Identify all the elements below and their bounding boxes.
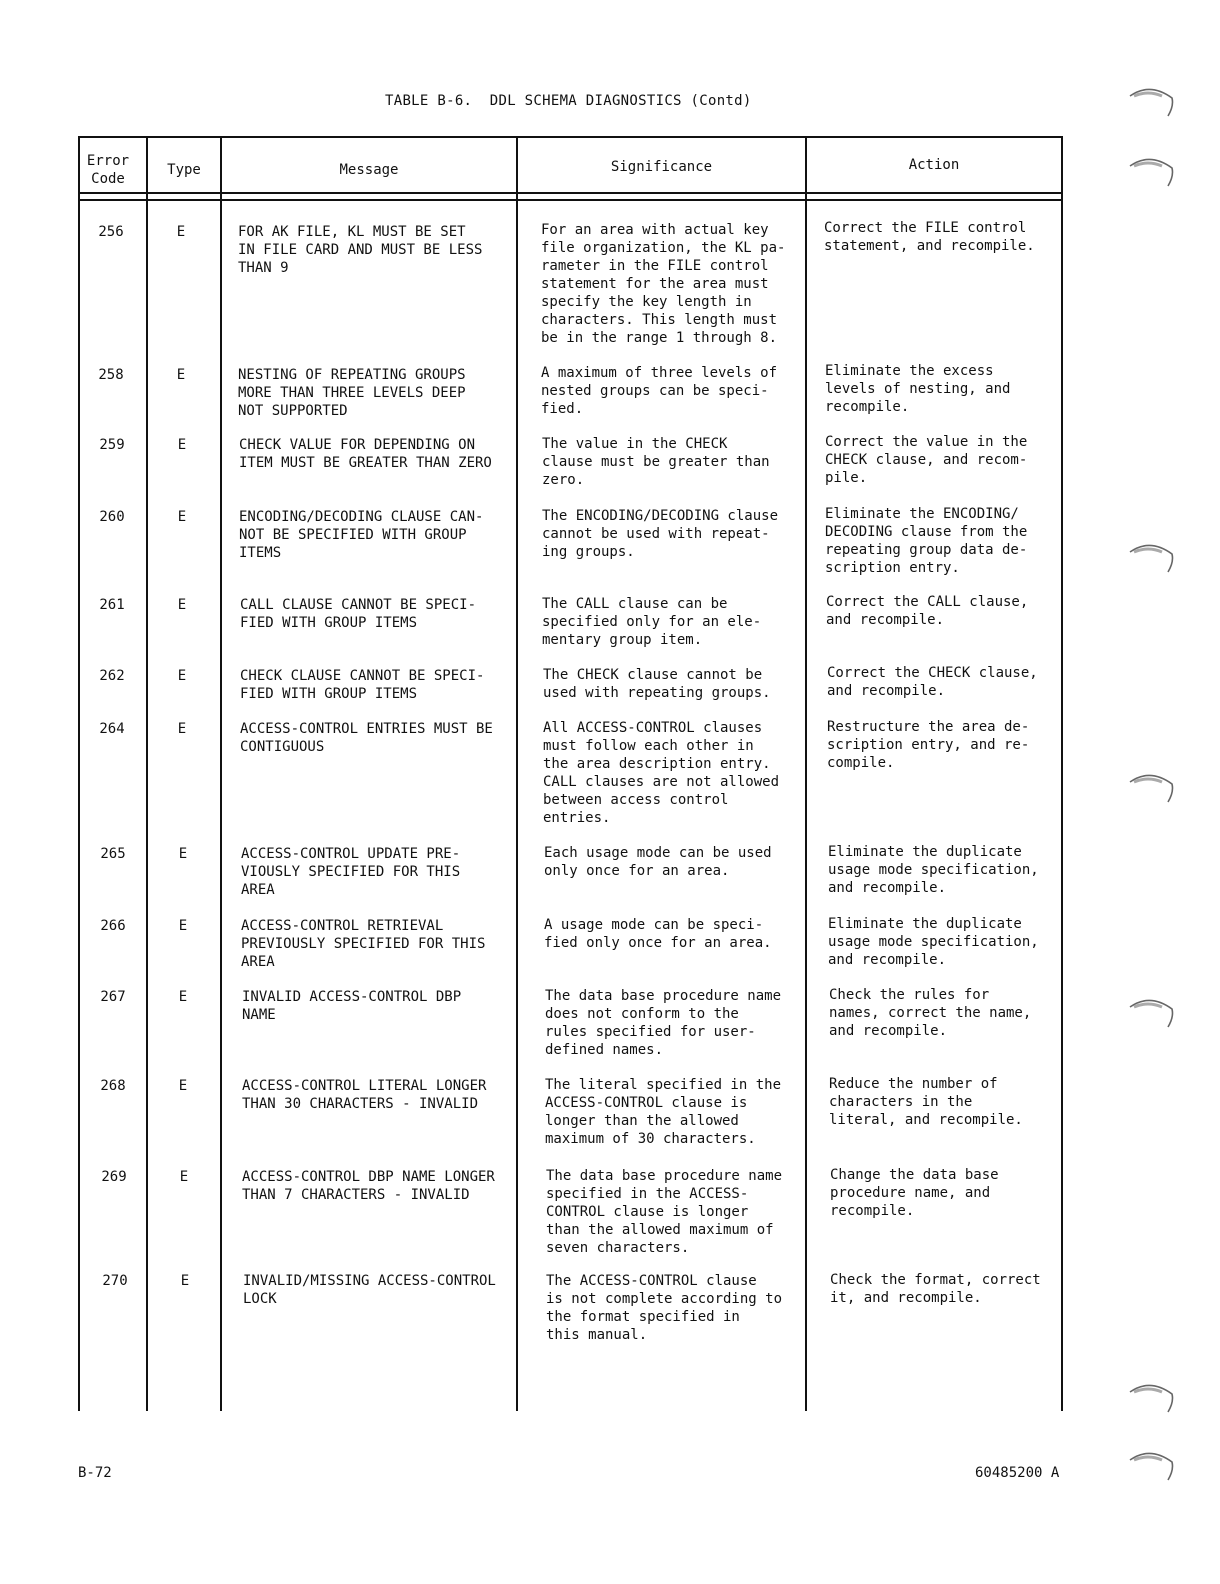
table-row-action: Correct the value in the CHECK clause, and recom- pile.	[825, 434, 1028, 486]
table-row-type: E	[178, 989, 188, 1005]
table-row-error-code: 270	[102, 1273, 128, 1289]
table-row-message: INVALID/MISSING ACCESS-CONTROL LOCK	[243, 1273, 496, 1307]
document-number: 60485200 A	[975, 1465, 1060, 1481]
table-top-border	[78, 136, 1063, 138]
table-row-action: Restructure the area de- scription entry, and re- compile.	[827, 719, 1030, 771]
table-row-message: FOR AK FILE, KL MUST BE SET IN FILE CARD AND MUST BE LESS THAN 9	[238, 224, 483, 276]
table-row-significance: The data base procedure name specified in the ACCESS- CONTROL clause is longer than the allowed maximum of seven characters.	[546, 1168, 783, 1256]
table-row-type: E	[178, 918, 188, 934]
binder-hole-mark-icon	[1128, 540, 1176, 574]
table-row-message: NESTING OF REPEATING GROUPS MORE THAN THREE LEVELS DEEP NOT SUPPORTED	[238, 367, 466, 419]
table-row-type: E	[177, 437, 187, 453]
table-left-border	[78, 136, 80, 1411]
binder-hole-mark-icon	[1128, 1448, 1176, 1482]
table-row-significance: A usage mode can be speci- fied only once for an area.	[544, 917, 772, 951]
header-divider-lower	[78, 199, 1063, 201]
table-row-message: CHECK CLAUSE CANNOT BE SPECI- FIED WITH GROUP ITEMS	[240, 668, 485, 702]
table-title: TABLE B-6. DDL SCHEMA DIAGNOSTICS (Contd)	[385, 93, 752, 109]
page-number: B-72	[78, 1465, 112, 1481]
table-row-type: E	[178, 846, 188, 862]
table-row-action: Change the data base procedure name, and recompile.	[830, 1167, 999, 1219]
header-divider-upper	[78, 192, 1063, 194]
table-row-significance: The CALL clause can be specified only for an ele- mentary group item.	[542, 596, 762, 648]
table-row-type: E	[180, 1273, 190, 1289]
table-row-message: CHECK VALUE FOR DEPENDING ON ITEM MUST BE GREATER THAN ZERO	[239, 437, 492, 471]
table-row-message: ACCESS-CONTROL DBP NAME LONGER THAN 7 CHARACTERS - INVALID	[242, 1169, 495, 1203]
header-significance: Significance	[610, 159, 713, 175]
column-divider-3	[516, 136, 518, 1411]
table-row-error-code: 265	[100, 846, 126, 862]
binder-hole-mark-icon	[1128, 1380, 1176, 1414]
table-row-error-code: 262	[99, 668, 125, 684]
table-row-action: Correct the CALL clause, and recompile.	[826, 594, 1029, 628]
header-action: Action	[908, 157, 960, 173]
table-row-action: Correct the FILE control statement, and recompile.	[824, 220, 1035, 254]
table-row-type: E	[178, 1078, 188, 1094]
table-row-message: INVALID ACCESS-CONTROL DBP NAME	[242, 989, 462, 1023]
table-row-action: Check the rules for names, correct the name, and recompile.	[829, 987, 1032, 1039]
table-row-significance: The ENCODING/DECODING clause cannot be used with repeat- ing groups.	[542, 508, 779, 560]
table-row-message: CALL CLAUSE CANNOT BE SPECI- FIED WITH GROUP ITEMS	[240, 597, 477, 631]
binder-hole-mark-icon	[1128, 995, 1176, 1029]
table-row-error-code: 267	[100, 989, 126, 1005]
table-row-error-code: 260	[99, 509, 125, 525]
table-row-type: E	[177, 597, 187, 613]
table-row-error-code: 256	[98, 224, 124, 240]
table-row-significance: The CHECK clause cannot be used with repeating groups.	[543, 667, 771, 701]
table-row-type: E	[176, 367, 186, 383]
table-row-error-code: 266	[100, 918, 126, 934]
table-row-significance: A maximum of three levels of nested groups can be speci- fied.	[541, 365, 778, 417]
table-row-type: E	[177, 668, 187, 684]
table-right-border	[1061, 136, 1063, 1411]
table-row-type: E	[177, 721, 187, 737]
table-row-error-code: 261	[99, 597, 125, 613]
table-row-error-code: 268	[100, 1078, 126, 1094]
table-row-significance: For an area with actual key file organization, the KL pa- rameter in the FILE control statement for the area must specify the key length in characters. This length must be in the range 1 through 8.	[541, 222, 786, 346]
table-row-action: Correct the CHECK clause, and recompile.	[827, 665, 1038, 699]
table-row-significance: The ACCESS-CONTROL clause is not complete according to the format specified in this manual.	[546, 1273, 783, 1343]
header-error-code: Error Code	[86, 153, 130, 187]
table-row-message: ACCESS-CONTROL LITERAL LONGER THAN 30 CHARACTERS - INVALID	[242, 1078, 487, 1112]
column-divider-1	[146, 136, 148, 1411]
binder-hole-mark-icon	[1128, 770, 1176, 804]
table-row-action: Eliminate the excess levels of nesting, and recompile.	[825, 363, 1011, 415]
binder-hole-mark-icon	[1128, 154, 1176, 188]
table-row-error-code: 264	[99, 721, 125, 737]
table-row-error-code: 258	[98, 367, 124, 383]
table-row-significance: All ACCESS-CONTROL clauses must follow each other in the area description entry. CALL clauses are not allowed between access control entries.	[543, 720, 780, 826]
table-row-message: ACCESS-CONTROL ENTRIES MUST BE CONTIGUOUS	[240, 721, 493, 755]
table-row-message: ACCESS-CONTROL RETRIEVAL PREVIOUSLY SPECIFIED FOR THIS AREA	[241, 918, 486, 970]
binder-hole-mark-icon	[1128, 84, 1176, 118]
table-row-error-code: 269	[101, 1169, 127, 1185]
header-type: Type	[167, 162, 201, 178]
table-row-error-code: 259	[99, 437, 125, 453]
header-message: Message	[339, 162, 399, 178]
column-divider-2	[220, 136, 222, 1411]
table-row-action: Reduce the number of characters in the literal, and recompile.	[829, 1076, 1023, 1128]
table-row-significance: The value in the CHECK clause must be greater than zero.	[542, 436, 770, 488]
table-row-message: ENCODING/DECODING CLAUSE CAN- NOT BE SPECIFIED WITH GROUP ITEMS	[239, 509, 484, 561]
table-row-action: Eliminate the duplicate usage mode specification, and recompile.	[828, 916, 1039, 968]
table-row-type: E	[177, 509, 187, 525]
table-row-significance: The literal specified in the ACCESS-CONTROL clause is longer than the allowed maximum of 30 characters.	[545, 1077, 782, 1147]
table-row-significance: The data base procedure name does not conform to the rules specified for user- defined names.	[545, 988, 782, 1058]
table-row-type: E	[176, 224, 186, 240]
table-row-action: Eliminate the ENCODING/ DECODING clause from the repeating group data de- scription entry.	[825, 506, 1028, 576]
table-row-action: Check the format, correct it, and recompile.	[830, 1272, 1041, 1306]
table-row-significance: Each usage mode can be used only once for an area.	[544, 845, 772, 879]
table-row-type: E	[179, 1169, 189, 1185]
table-row-message: ACCESS-CONTROL UPDATE PRE- VIOUSLY SPECIFIED FOR THIS AREA	[241, 846, 461, 898]
table-row-action: Eliminate the duplicate usage mode specification, and recompile.	[828, 844, 1039, 896]
